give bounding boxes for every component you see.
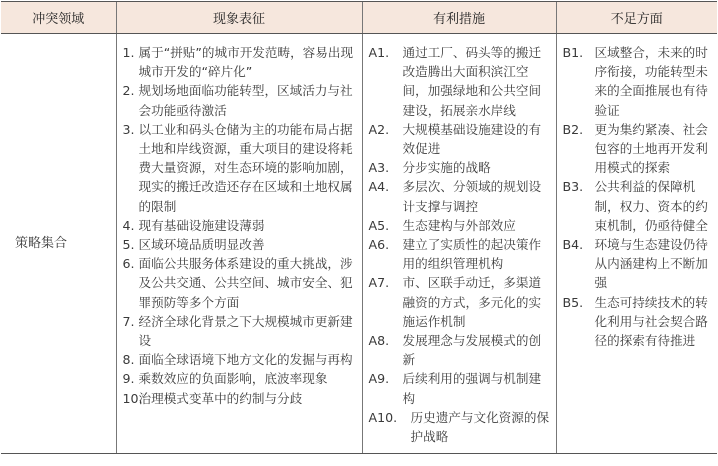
item-text: 区域环境品质明显改善 [138,237,265,253]
header-phenomena: 现象表征 [116,2,362,34]
list-item [563,43,712,120]
item-text: 属于“拼贴”的城市开发范畴，容易出现城市开发的“碎片化” [138,45,354,80]
list-item [123,43,356,81]
item-text: 生态建构与外部效应 [402,217,516,233]
item-number: A10. [368,409,398,425]
list-item [369,120,550,158]
item-text: 市、区联手动迁，多渠道融资的方式，多元化的实施运作机制 [402,275,542,329]
item-number: A8. [368,333,390,349]
item-number: 5. [122,237,135,253]
item-number: 8. [122,352,135,368]
list-item [369,331,550,369]
item-number: B1. [562,45,584,60]
item-text: 分步实施的战略 [402,160,491,176]
item-text: 面临全球语境下地方文化的发掘与再构 [138,352,353,368]
list-item [369,158,550,177]
item-text: 以工业和码头仓储为主的功能布局占据土地和岸线资源，重大项目的建设将耗费大量资源，对生态环境的影响加剧，现实的搬迁改造还存在区域和土地权属的限制 [138,121,353,214]
header-row [1,2,717,34]
list-item [563,235,712,293]
list-item [369,43,550,120]
list-item [123,254,356,312]
item-number: 6. [122,256,135,272]
list-item [123,389,356,408]
item-number: 10. [122,390,143,406]
list-item [123,216,356,235]
header-domain: 冲突领域 [1,2,116,34]
list-item [369,408,550,446]
list-item [369,369,550,407]
item-text: 多层次、分领域的规划设计支撑与调控 [402,179,542,214]
item-text: 治理模式变革中的约制与分歧 [138,390,303,406]
domain-cell: 策略集合 [1,34,116,454]
item-text: 乘数效应的负面影响，底波率现象 [138,371,328,387]
item-number: 1. [122,45,135,60]
item-text: 现有基础设施建设薄弱 [138,217,265,233]
item-text: 更为集约紧凑、社会包容的土地再开发利用模式的探索 [594,121,708,176]
item-text: 发展理念与发展模式的创新 [402,333,542,368]
item-number: B3. [562,179,584,195]
item-text: 历史遗产与文化资源的保护战略 [410,409,550,445]
list-item [123,81,356,119]
item-text: 建立了实质性的起决策作用的组织管理机构 [402,237,542,272]
item-number: 3. [122,121,135,137]
item-number: A4. [368,179,390,195]
list-item [563,177,712,235]
item-number: 7. [122,313,135,329]
item-text: 规划场地面临功能转型，区域活力与社会功能亟待激活 [138,83,353,118]
item-text: 环境与生态建设仍待从内涵建构上不断加强 [594,237,708,291]
item-number: 4. [122,217,135,233]
item-text: 经济全球化背景之下大规模城市更新建设 [138,313,353,349]
item-number: B5. [562,294,584,310]
list-item [369,273,550,331]
list-item [563,293,712,351]
list-item [123,369,356,388]
item-number: 2. [122,83,135,99]
list-item [369,177,550,215]
item-text: 面临公共服务体系建设的重大挑战，涉及公共交通、公共空间、城市安全、犯罪预防等多个方面 [138,256,353,310]
shortcomings-cell [556,34,717,454]
item-number: 9. [122,371,135,387]
item-text: 生态可持续技术的转化利用与社会契合路径的探索有待推进 [594,294,708,349]
item-number: B2. [562,121,584,137]
item-number: A6. [368,237,390,253]
item-text: 通过工厂、码头等的搬迁改造腾出大面积滨江空间，加强绿地和公共空间建设，拓展亲水岸线 [402,45,542,118]
list-item [123,350,356,369]
list-item [123,120,356,216]
item-number: A2. [368,121,390,137]
item-number: A5. [368,217,390,233]
item-number: A3. [368,160,390,176]
item-text: 后续利用的强调与机制建构 [402,371,542,406]
list-item [123,235,356,254]
item-text: 大规模基础设施建设的有效促进 [402,121,542,157]
item-number: A1. [368,45,390,60]
header-advantages: 有利措施 [362,2,556,34]
header-shortcomings: 不足方面 [556,2,717,34]
item-number: A7. [368,275,390,291]
list-item [369,216,550,235]
conflict-table [1,1,717,454]
strategy-table [1,1,717,463]
item-text: 公共利益的保障机制，权力、资本的约束机制，仍亟待健全 [594,179,708,233]
list-item [369,235,550,273]
list-item [123,312,356,350]
advantages-cell [362,34,556,454]
item-number: A9. [368,371,390,387]
item-text: 区域整合，未来的时序衔接，功能转型未来的全面推展也有待验证 [594,45,708,118]
table-row [1,34,717,454]
item-number: B4. [562,237,584,253]
list-item [563,120,712,178]
phenomena-cell [116,34,362,454]
